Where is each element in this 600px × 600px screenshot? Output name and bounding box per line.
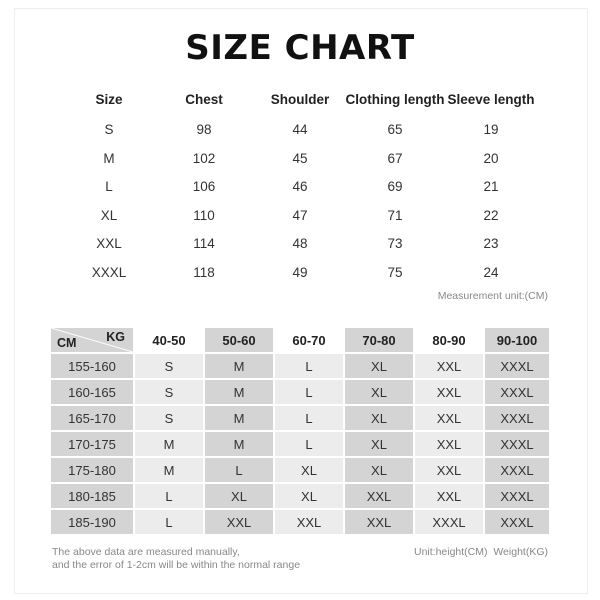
units-note: Unit:height(CM) Weight(KG) (413, 546, 548, 558)
size-recommendation-cell: L (275, 406, 343, 430)
size-cell-sleeve-length: 23 (483, 236, 499, 252)
size-table-row (0, 236, 600, 258)
size-recommendation-cell: M (135, 432, 203, 456)
height-range-cell: 165-170 (51, 406, 133, 430)
disclaimer-line-1: The above data are measured manually, (52, 546, 240, 558)
size-cell-shoulder: 45 (292, 150, 308, 166)
size-recommendation-cell: L (275, 354, 343, 378)
size-recommendation-cell: XXXL (485, 458, 549, 482)
disclaimer-line-2: and the error of 1-2cm will be within the normal range (52, 559, 301, 571)
size-recommendation-cell: XXXL (485, 406, 549, 430)
size-recommendation-cell: XL (345, 458, 413, 482)
size-cell-shoulder: 49 (292, 265, 308, 280)
size-recommendation-cell: XXXL (485, 510, 549, 534)
fit-table-corner (51, 328, 133, 352)
size-recommendation-cell: XL (345, 354, 413, 378)
size-recommendation-cell: XXL (275, 510, 343, 534)
size-cell-size: S (104, 122, 114, 137)
size-cell-size: XXXL (91, 265, 127, 280)
size-cell-shoulder: 44 (292, 122, 308, 137)
size-recommendation-cell: L (275, 380, 343, 404)
weight-header: 50-60 (205, 328, 273, 352)
size-recommendation-cell: XXL (415, 406, 483, 430)
size-cell-shoulder: 47 (292, 207, 308, 223)
size-cell-chest: 98 (196, 122, 212, 137)
size-recommendation-cell: XXL (415, 380, 483, 404)
size-recommendation-cell: XXXL (485, 484, 549, 508)
size-recommendation-cell: XL (345, 406, 413, 430)
height-range-cell: 185-190 (51, 510, 133, 534)
corner-height-label: CM (57, 336, 77, 350)
size-recommendation-cell: XXXL (485, 354, 549, 378)
header-chest: Chest (185, 92, 223, 107)
size-cell-chest: 102 (192, 150, 216, 166)
size-recommendation-cell: M (205, 406, 273, 430)
size-table-row (0, 122, 600, 144)
size-cell-clothing-length: 71 (387, 207, 403, 223)
weight-header: 60-70 (275, 328, 343, 352)
size-recommendation-cell: M (205, 432, 273, 456)
size-recommendation-cell: S (135, 380, 203, 404)
size-cell-size: XXL (96, 236, 122, 252)
size-cell-size: L (105, 179, 113, 195)
size-cell-sleeve-length: 19 (483, 122, 499, 137)
measurement-disclaimer (52, 546, 300, 572)
size-cell-clothing-length: 67 (387, 150, 403, 166)
size-recommendation-cell: L (135, 484, 203, 508)
size-recommendation-cell: XXXL (485, 432, 549, 456)
weight-header: 70-80 (345, 328, 413, 352)
size-recommendation-cell: XXL (415, 432, 483, 456)
size-cell-chest: 106 (192, 179, 216, 195)
size-cell-clothing-length: 65 (387, 122, 403, 137)
size-cell-shoulder: 46 (292, 179, 308, 195)
size-cell-size: XL (100, 207, 118, 223)
size-cell-chest: 110 (193, 207, 215, 223)
measurement-unit-note: Measurement unit:(CM) (437, 290, 548, 302)
header-clothing-length: Clothing length (345, 92, 445, 107)
size-recommendation-cell: S (135, 406, 203, 430)
size-cell-clothing-length: 73 (387, 236, 403, 252)
size-cell-chest: 114 (193, 236, 215, 252)
page-title: SIZE CHART (185, 28, 415, 68)
height-range-cell: 175-180 (51, 458, 133, 482)
size-cell-sleeve-length: 24 (483, 265, 499, 280)
size-recommendation-cell: XL (205, 484, 273, 508)
size-recommendation-cell: XL (275, 484, 343, 508)
size-recommendation-cell: M (205, 354, 273, 378)
size-cell-clothing-length: 69 (387, 179, 403, 195)
fit-table (50, 327, 550, 535)
size-table-row (0, 151, 600, 173)
size-recommendation-cell: XXL (345, 510, 413, 534)
header-shoulder: Shoulder (270, 92, 330, 107)
size-recommendation-cell: XL (345, 432, 413, 456)
size-recommendation-cell: L (205, 458, 273, 482)
size-recommendation-cell: XXL (415, 354, 483, 378)
size-recommendation-cell: XXXL (415, 510, 483, 534)
size-recommendation-cell: XXL (415, 458, 483, 482)
weight-header: 40-50 (135, 328, 203, 352)
size-cell-sleeve-length: 20 (483, 150, 499, 166)
size-cell-sleeve-length: 22 (483, 207, 499, 223)
size-recommendation-cell: M (205, 380, 273, 404)
size-cell-shoulder: 48 (292, 236, 308, 252)
weight-header: 80-90 (415, 328, 483, 352)
weight-header: 90-100 (485, 328, 549, 352)
size-recommendation-cell: XXL (205, 510, 273, 534)
size-recommendation-cell: XXL (345, 484, 413, 508)
size-cell-sleeve-length: 21 (483, 179, 499, 195)
size-recommendation-cell: L (135, 510, 203, 534)
size-table-row (0, 265, 600, 287)
size-recommendation-cell: XXXL (485, 380, 549, 404)
size-recommendation-cell: XL (345, 380, 413, 404)
size-recommendation-cell: XXL (415, 484, 483, 508)
size-cell-clothing-length: 75 (387, 265, 403, 280)
corner-weight-label: KG (106, 330, 125, 344)
height-range-cell: 155-160 (51, 354, 133, 378)
height-range-cell: 170-175 (51, 432, 133, 456)
size-recommendation-cell: XL (275, 458, 343, 482)
header-sleeve-length: Sleeve length (447, 92, 535, 107)
size-cell-chest: 118 (193, 265, 215, 280)
size-recommendation-cell: S (135, 354, 203, 378)
header-size: Size (95, 92, 123, 107)
size-table-row (0, 179, 600, 201)
size-table-row (0, 208, 600, 230)
size-table-header (0, 92, 600, 114)
size-recommendation-cell: M (135, 458, 203, 482)
height-range-cell: 180-185 (51, 484, 133, 508)
height-range-cell: 160-165 (51, 380, 133, 404)
size-cell-size: M (103, 150, 115, 166)
size-recommendation-cell: L (275, 432, 343, 456)
